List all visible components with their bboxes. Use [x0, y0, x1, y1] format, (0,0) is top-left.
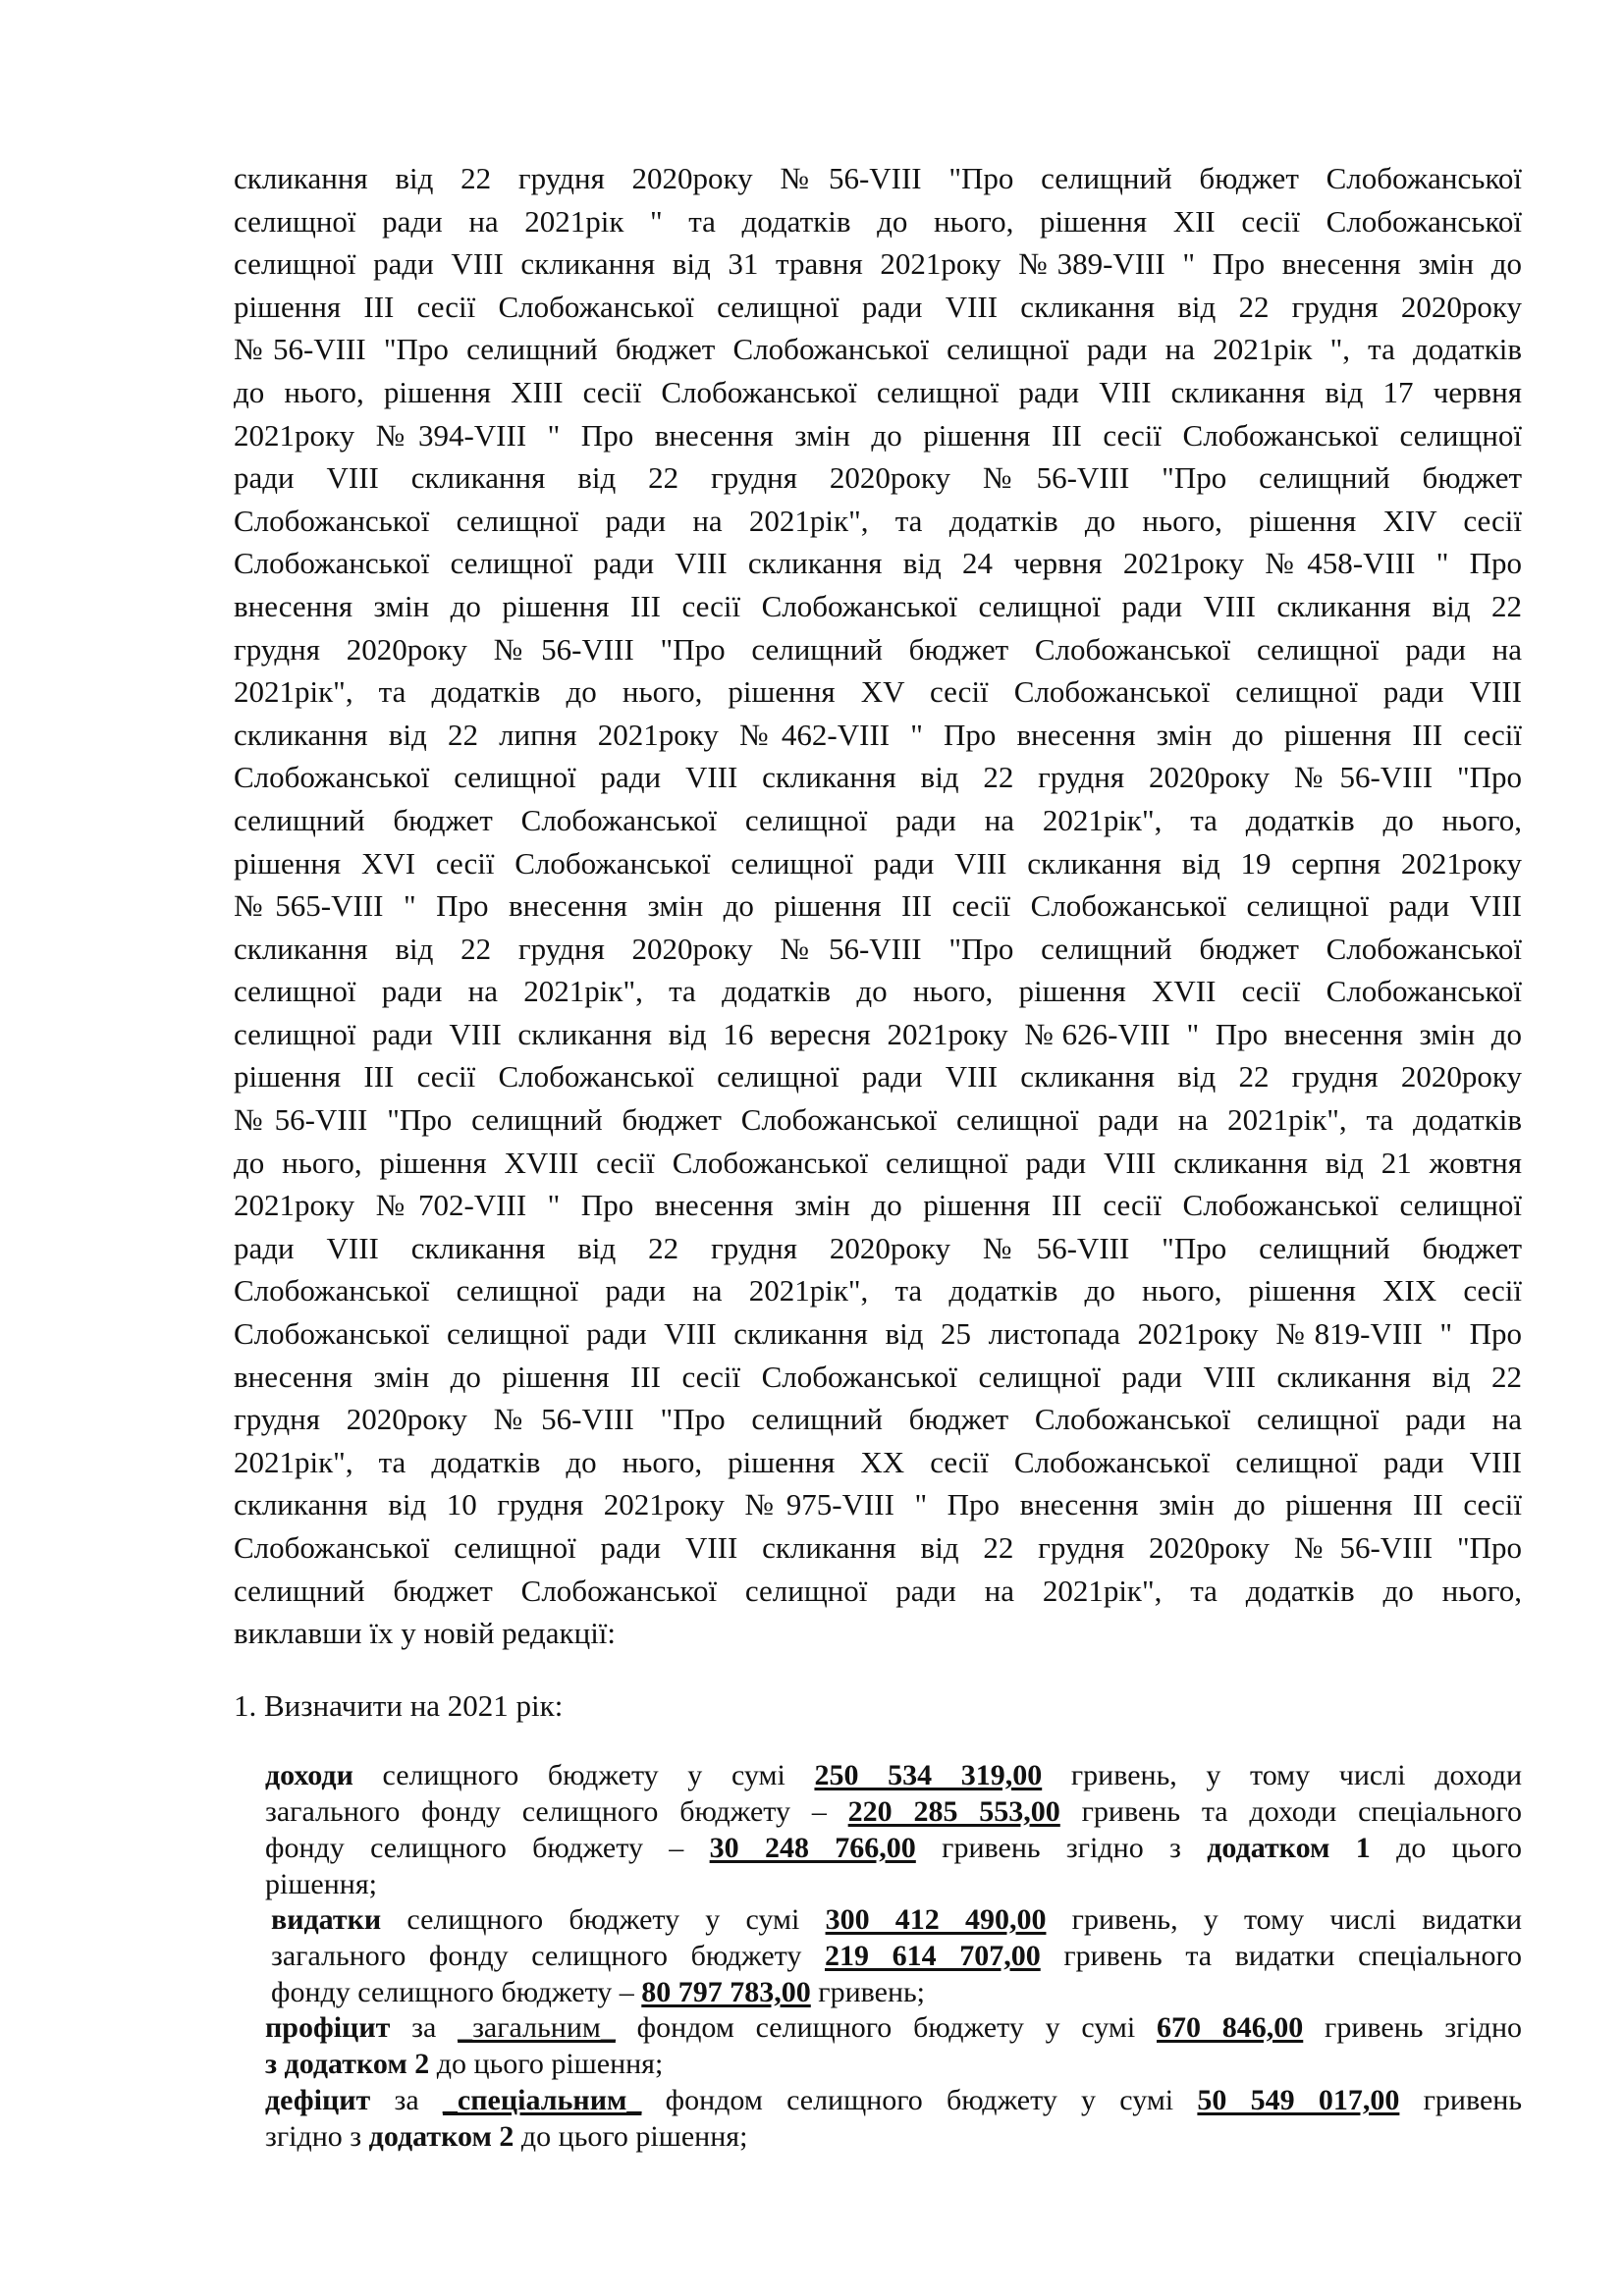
deficit-block: дефіцит за _спеціальним_ фондом селищного бюджету у сумі 50 549 017,00 гривень згідно з додатком 2 до цього рішення;: [265, 2084, 1523, 2153]
income-term: доходи: [265, 1759, 353, 1791]
paragraph-line: виклавши їх у новій редакції:: [234, 1616, 617, 1651]
paragraph-line: №56-VIII "Про селищний бюджет Слобожанської селищної ради на 2021рік", та додатків: [234, 1102, 1522, 1138]
paragraph-line: скликання від 22 грудня 2020року №56-VIII "Про селищний бюджет Слобожанської: [234, 161, 1522, 195]
paragraph-line: селищний бюджет Слобожанської селищної ради на 2021рік", та додатків до нього,: [234, 802, 1522, 837]
paragraph-line: рішення XVI сесії Слобожанської селищної ради VIII скликання від 19 серпня 2021року: [234, 845, 1522, 881]
surplus-block: профіцит за _загальним_ фондом селищного бюджету у сумі 670 846,00 гривень згідно з додатком 2 до цього рішення;: [265, 2011, 1523, 2080]
income-annex: додатком 1: [1207, 1832, 1371, 1864]
item-1-heading: 1. Визначити на 2021 рік:: [234, 1688, 564, 1723]
paragraph-line: Слобожанської селищної ради VIII скликання від 24 червня 2021року №458-VIII " Про: [234, 546, 1522, 581]
expenses-block: видатки селищного бюджету у сумі 300 412 490,00 гривень, у тому числі видатки загального фонду селищного бюджету 219 614 707,00 гривень та видатки спеціального фонду селищного бюджету – 80 797 783,00 гривень;: [271, 1903, 1523, 2008]
deficit-fund: _спеціальним_: [442, 2084, 642, 2116]
paragraph-line: ради VIII скликання від 22 грудня 2020року №56-VIII "Про селищний бюджет: [234, 1230, 1522, 1265]
paragraph-line: скликання від 22 липня 2021року №462-VIII " Про внесення змін до рішення III сесії: [234, 717, 1522, 752]
paragraph-line: до нього, рішення XIII сесії Слобожанської селищної ради VIII скликання від 17 червня: [234, 374, 1522, 409]
paragraph-line: внесення змін до рішення III сесії Слобожанської селищної ради VIII скликання від 22: [234, 1359, 1522, 1394]
paragraph-line: Слобожанської селищної ради VIII скликання від 22 грудня 2020року №56-VIII "Про: [234, 1530, 1522, 1565]
paragraph-line: скликання від 22 грудня 2020року №56-VIII "Про селищний бюджет Слобожанської: [234, 931, 1522, 966]
expenses-special: 80 797 783,00: [641, 1976, 811, 2008]
income-block: доходи селищного бюджету у сумі 250 534 319,00 гривень, у тому числі доходи загального фонду селищного бюджету – 220 285 553,00 гривень та доходи спеціального фонду селищного бюджету – 30 248 766,00 гривень згідно з додатком 1 до цього рішення;: [265, 1759, 1523, 1900]
paragraph-line: селищної ради на 2021рік", та додатків до нього, рішення XVII сесії Слобожанської: [234, 974, 1522, 1009]
paragraph-line: рішення III сесії Слобожанської селищної ради VIII скликання від 22 грудня 2020року: [234, 1059, 1522, 1095]
paragraph-line: селищної ради на 2021рік " та додатків до нього, рішення XII сесії Слобожанської: [234, 203, 1522, 239]
paragraph-line: до нього, рішення XVIII сесії Слобожанської селищної ради VIII скликання від 21 жовтня: [234, 1145, 1522, 1180]
paragraph-line: №565-VIII " Про внесення змін до рішення III сесії Слобожанської селищної ради VIII: [234, 888, 1522, 924]
paragraph-line: селищний бюджет Слобожанської селищної ради на 2021рік", та додатків до нього,: [234, 1573, 1522, 1608]
paragraph-line: 2021рік", та додатків до нього, рішення XX сесії Слобожанської селищної ради VIII: [234, 1444, 1522, 1479]
surplus-amount: 670 846,00: [1157, 2011, 1304, 2044]
paragraph-line: грудня 2020року №56-VIII "Про селищний бюджет Слобожанської селищної ради на: [234, 631, 1522, 667]
surplus-term: профіцит: [265, 2011, 391, 2044]
preamble-paragraph: [234, 157, 1522, 1655]
paragraph-line: скликання від 10 грудня 2021року №975-VIII " Про внесення змін до рішення III сесії: [234, 1487, 1522, 1522]
paragraph-line: 2021року №394-VIII " Про внесення змін до рішення III сесії Слобожанської селищної: [234, 417, 1522, 453]
surplus-annex: з додатком 2: [265, 2048, 430, 2080]
income-special: 30 248 766,00: [709, 1832, 916, 1864]
deficit-annex: додатком 2: [368, 2120, 514, 2153]
surplus-fund: _загальним_: [458, 2011, 616, 2044]
expenses-term: видатки: [271, 1903, 382, 1936]
paragraph-line: рішення III сесії Слобожанської селищної ради VIII скликання від 22 грудня 2020року: [234, 289, 1522, 324]
paragraph-line: селищної ради VIII скликання від 16 вересня 2021року №626-VIII " Про внесення змін до: [234, 1016, 1522, 1051]
income-general: 220 285 553,00: [847, 1795, 1060, 1828]
paragraph-line: 2021року №702-VIII " Про внесення змін до рішення III сесії Слобожанської селищної: [234, 1188, 1522, 1223]
paragraph-line: внесення змін до рішення III сесії Слобожанської селищної ради VIII скликання від 22: [234, 588, 1522, 623]
income-total: 250 534 319,00: [814, 1759, 1043, 1791]
paragraph-line: Слобожанської селищної ради VIII скликання від 22 грудня 2020року №56-VIII "Про: [234, 760, 1522, 795]
deficit-amount: 50 549 017,00: [1197, 2084, 1400, 2116]
paragraph-line: Слобожанської селищної ради на 2021рік", та додатків до нього, рішення XIX сесії: [234, 1273, 1522, 1308]
expenses-total: 300 412 490,00: [825, 1903, 1047, 1936]
paragraph-line: 2021рік", та додатків до нього, рішення XV сесії Слобожанської селищної ради VIII: [234, 674, 1522, 710]
expenses-general: 219 614 707,00: [825, 1940, 1041, 1972]
paragraph-line: Слобожанської селищної ради на 2021рік", та додатків до нього, рішення XIV сесії: [234, 503, 1522, 538]
paragraph-line: селищної ради VIII скликання від 31 травня 2021року №389-VIII " Про внесення змін до: [234, 246, 1522, 282]
paragraph-line: грудня 2020року №56-VIII "Про селищний бюджет Слобожанської селищної ради на: [234, 1402, 1522, 1437]
paragraph-line: Слобожанської селищної ради VIII скликання від 25 листопада 2021року №819-VIII " Про: [234, 1316, 1522, 1352]
deficit-term: дефіцит: [265, 2084, 371, 2116]
paragraph-line: ради VIII скликання від 22 грудня 2020року №56-VIII "Про селищний бюджет: [234, 460, 1522, 496]
paragraph-line: №56-VIII "Про селищний бюджет Слобожанської селищної ради на 2021рік ", та додатків: [234, 332, 1522, 367]
